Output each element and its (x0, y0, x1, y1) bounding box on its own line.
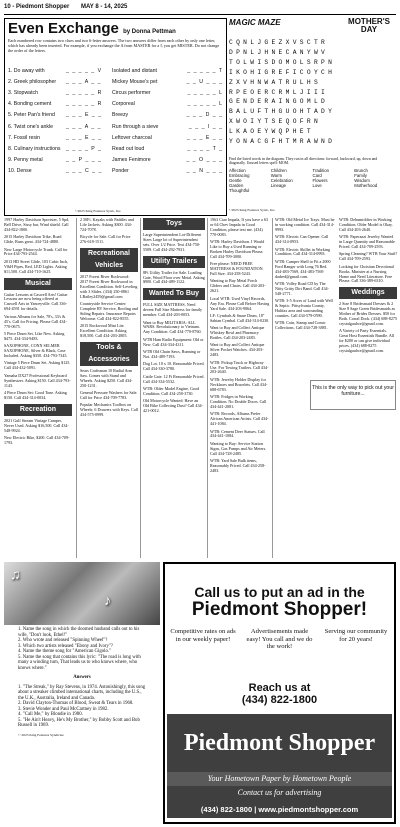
classified-ad: Old Motorcycle Wanted: Have an Old Bike Collecting Dust? Call 434-421-0012. (143, 398, 203, 414)
word-list-item: Card (312, 173, 322, 178)
classified-ad: WTB: Old Metal Ice Trays. Must be in working condition. Call 434-314-9993. (275, 217, 335, 232)
clue-right: James Fenimore (112, 157, 151, 164)
ad-benefits (169, 628, 390, 651)
classified-ad: WTB: Cement Deer Statues. Call 434-441-1084. (210, 428, 265, 439)
classified-ad: WTB: Older Model Engine, Good Condition. Call 434-250-3730. (143, 386, 200, 396)
classified-ad: Dog Lot. 10 x 10. Reasonable Priced. Call 434-330-3780. (143, 361, 205, 372)
section-heading-recreational-vehicles: Recreational Vehicles (80, 248, 138, 272)
classified-ad: 2015 Harley Davidson Trike, Road Glide, Runs great. 434-724-4880. (4, 234, 62, 245)
classified-ad: Countryside Service Center: Complete RV Service, Roofing and Siding Repairs. Insurance Repairs Welcome. Call 434-822-8555. (80, 301, 138, 321)
even-exchange-title: Even Exchange by Donna Pettman (8, 20, 176, 37)
trivia-question: 4. Name the theme song for "American Gigolo." (18, 649, 112, 654)
classified-ad: New Large Motorcycle Trunk. Call for Price 434-793-2544. (4, 246, 68, 257)
grid-row: CQNLJGEZXVSCTR (229, 39, 329, 46)
word-list-item: Motherhood (354, 183, 378, 188)
grid-row: ZXVHNWATRULHS (229, 78, 322, 86)
answer-blank-left: _ _ _ E _ _ (66, 134, 103, 141)
answer-blank-right: _ _ _ _ _ L (187, 89, 223, 96)
classified-ad: WTB: Yard Sale Bulk items, Reasonably Priced. Call 434-258-2483. (210, 458, 266, 473)
trivia-question: 1. Name the song in which the doomed husband calls out to his wife, "Don't look, Ethel!" (18, 627, 140, 638)
clue-left: 5. Peter Pan's friend (8, 112, 55, 119)
clue-left: 2. Greek philosopher (8, 78, 57, 85)
grid-row: IKOHIGREFICOYCH (229, 68, 336, 76)
clue-row (8, 99, 223, 110)
clue-row (8, 110, 223, 121)
answer-blank-left: _ _ _ _ _ R (66, 101, 103, 108)
word-list-item: Brunch (354, 168, 368, 173)
answer-blank-left: _ _ _ _ _ V (66, 67, 103, 74)
answer-blank-right: _ _ N _ _ _ (186, 168, 223, 175)
classified-ad: Guitar Lessons at Caswell Arts! Guitar Lessons are now being offered at Caswell Arts in Yanceyville. Call 336-694-4591 for details. (4, 291, 68, 312)
classified-ad: Local WTB: Used Vinyl Records, Any Era. Please Call Before Having Yard Sale. 434-203-9064. (210, 295, 270, 311)
clue-left: 10. Dense (8, 168, 32, 175)
classified-ad: Vintage 5 Piece Drum Set. Asking $125. Call 434-432-5091. (4, 360, 71, 371)
clue-right: Mickey Mouse's pet (112, 78, 158, 85)
trivia-header-image: ♫ ♪ (4, 562, 160, 625)
even-exchange-byline: by Donna Pettman (123, 29, 176, 35)
word-list-item: Gentle (229, 178, 242, 183)
column-divider (140, 218, 141, 558)
clue-row (8, 143, 223, 154)
trivia-answer: 5. "He Ain't Heavy, He's My Brother," by Bobby Scott and Bob Russell in 1969. (18, 717, 140, 728)
classified-ad: WTB: Electric Can Opener. Call 434-314-0953. (275, 234, 329, 245)
classified-ad: Wanting to Buy Metal Porch Gliders and Chairs. Call 434-203-2621. (210, 278, 266, 294)
classified-ad: WTB: 3-5 Acres of Land with Well & Septic. Pittsylvania County, Halifax area and surrounding counties. Call 434-579-0590. (275, 298, 333, 318)
clue-row (8, 132, 223, 143)
trivia-answer: 2. David Clayton-Thomas of Blood, Sweat & Tears in 1968. (18, 701, 134, 706)
trivia-answer: 1. "The Streak," by Ray Stevens, in 1974. Astonishingly, this song about a streaker climbed international charts, including the U.S., the U.K., Australia, Ireland and Canada. (18, 684, 146, 701)
clue-right: Isolated and distant (112, 67, 157, 74)
clue-right: Leftover charcoal (112, 134, 152, 141)
trivia-copyright: © 2025 King Features Syndicate (18, 732, 64, 737)
word-search-instructions: Find the listed words in the diagram. They run in all directions: forward, backward, up, down and diagonally. Unused letters spell: MOM. (229, 157, 378, 166)
classified-ad: WTB: Jewelry Holder Display for Necklaces and Bracelets. Call 434-688-6783. (210, 376, 268, 392)
clue-right: Run through a sieve (112, 123, 159, 130)
classified-column-2 (80, 218, 138, 421)
ad-banner (167, 714, 392, 818)
trivia-answers-heading: Answers (73, 675, 91, 680)
classified-ad: WTB: Coin, Stamp and Comic Collections. Call 434-728-3881. (275, 320, 328, 331)
clue-left: 4. Bonding cement (8, 101, 52, 108)
classified-ad: WTB Old Chain Saws, Running or Not. 434-489-7193. (143, 349, 201, 359)
classified-ad: New Electric Bike, $200. Call 434-709-1793. (4, 435, 70, 445)
word-search-grid (229, 38, 396, 147)
word-list-item: Children (270, 168, 287, 173)
classified-ad: Yamaha DX27 Professional Keyboard Synthesizer. Asking $150. Call 434-793-1143. (4, 372, 71, 388)
answer-blank-right: _ _ _ D _ _ (186, 112, 223, 119)
classified-ad: WTB: Records, Albums Prefer African American Artists. Call 434-441-1084. (210, 411, 269, 427)
word-list-item: Affection (229, 168, 246, 173)
clue-left: 3. Stopwatch (8, 89, 38, 96)
trivia-question: 5. Name the song that contains this lyric: "The road is long with many a winding turn, That leads us to who knows where, who knows where." (18, 654, 141, 671)
answer-blank-left: _ _ _ A _ _ (66, 78, 102, 85)
classified-ad: Want to Buy and Collect Antique Whiskey Bowl and Pharmacy Bottles. Call 434-203-2483. (210, 325, 265, 341)
clue-left: 9. Penny metal (8, 157, 43, 164)
word-search-copyright: ©2025 King Features Synd., Inc. (229, 208, 276, 212)
classified-ad: 5 Piece Drum Set, Like New. Asking $475. 434-334-9483. (4, 330, 65, 341)
classified-ad: A Variety of Party Essentials. Great Host Essentials Bundle. All for $200 or can give individual prices. (434) 688-8275 crystalgaulwe@gmail.com. (339, 328, 395, 354)
classified-ad: Free please: NEED FREE MATTRESS & FOUNDATION. Full Size. 434-258-5243. (210, 261, 264, 277)
section-heading-weddings: Weddings (339, 287, 397, 299)
grid-row: RPEOERCRMLJIII (229, 88, 329, 96)
word-search-word-list (229, 168, 396, 193)
word-list-item: Garden (229, 183, 244, 188)
classified-ad: Want to Buy and Collect Antique Silver Pocket Watches. 434-203-2483. (210, 342, 265, 358)
trivia-answer: 3. Stevie Wonder and Paul McCartney in 1982. (18, 706, 109, 712)
classified-ad: LF: Cymbals & Snare Drum, 18" Sabian Cymbal. Call 434-314-0230. (210, 312, 270, 323)
answer-blank-left: _ _ _ _ _ R (66, 89, 103, 96)
classified-ad: WTB: Fridges in Working Condition. No Double Doors. Call 434-441-2081. (210, 394, 267, 409)
ad-benefit-rates: Competitive rates on ads in our weekly paper! (170, 628, 236, 643)
classified-ad: WTB: Dehumidifier in Working Condition. Older Model is Okay. Call 434-203-2640. (339, 217, 393, 232)
answer-blank-right: _ _ U _ _ _ (186, 78, 223, 85)
trivia-questions (4, 625, 160, 673)
classified-ad: WTB: Pickup Truck or Highway Use. For Towing Trailers. Call 434-203-2640. (210, 359, 269, 375)
classified-ad: WTB: Paperazzi Jewelry Wanted in Large Quantity and Reasonable Priced. Call 434-709-2593. (339, 234, 395, 250)
classified-ad: 2015 Rockwood Mini Lite. Excellent Condition. Asking $18,500. Call 434-203-2805. (80, 323, 128, 338)
classified-column-1 (4, 218, 72, 448)
classified-ad: Sears Craftsman 10 Radial Arm Saw. Comes with Stand and Wheels. Asking $250. Call 434-250-1231. (80, 367, 133, 388)
ad-tagline: Your Hometown Paper by Hometown People (167, 772, 392, 786)
classified-ad: WTB: Volley Road CD by The Nitty Gritty Dirt Band. Call 434-548-2771. (275, 280, 329, 296)
page-number: 10 - Piedmont Shopper (4, 4, 70, 10)
section-heading-musical: Musical (4, 278, 72, 290)
clue-right: Corporeal (112, 101, 135, 108)
answer-blank-left: _ _ _ A _ _ (66, 123, 102, 130)
classified-ad: 8Ft Utility Trailer for Sale. Loading Gate, Wood Floor over Metal. Asking $900. Call 434-489-1122. (143, 269, 205, 285)
classified-ad: 2 50Ft. Kayaks with Paddles and Life Jackets. Asking $300. 434-724-7078. (80, 217, 134, 232)
grid-row: LKAOEYWQPHET (229, 128, 314, 136)
ad-benefit-community: Serving our community for 20 years! (324, 628, 388, 643)
clue-right: Ponder (112, 168, 129, 175)
trivia-question: 3. Which two artists released "Ebony and Ivory"? (18, 643, 113, 649)
word-list-item: Flowers (312, 178, 328, 183)
furniture-ad-note: This is the only way to pick out your furniture... (310, 380, 396, 410)
classified-ad: 2 Size 8 Bridesmaid Dresses & 2 Size 8 Sage Green Bridesmaids as Mother of Brides Dresses. $50 for Both. Corral Dock. (434) 688-8275 crystalgaulwe@gmail.com. (339, 301, 397, 326)
classified-ad: Want to Buy MILITARIA: ALL WARS. Revolutionary to Vietnam. Any Condition. Call 434-770-8760. (143, 319, 202, 335)
clue-right: Circus performer (112, 89, 151, 96)
answer-blank-right: _ _ _ _ T _ (187, 145, 223, 152)
classified-column-6 (339, 218, 397, 356)
trivia-answer: 4. "Call Me," by Blondie in 1980. (18, 712, 83, 717)
classified-ad: 2017 Forest River Rockwood: 2017 Forest River Rockwood in Excellent Condition. Self-Leveling with 3 Slides. (434) 250-0861 LBailey2459@gmail.com (80, 274, 138, 299)
classified-ad: Spring Cleaning? WTB Your Stuff! Call 434-709-2593. (339, 251, 397, 262)
even-exchange-puzzle (4, 18, 227, 216)
classified-ad: Popular Mechanics Toolbox on Wheels: 6 Drawers with Keys. Call 434-575-0999. (80, 402, 138, 418)
classified-ad: 4 Piece Drum Set: Good Tone. Asking $150. Call 434-314-0034. (4, 389, 67, 400)
classified-ad: Bicycle for Sale. Call for Price 276-618-1511. (80, 234, 131, 245)
classified-column-3 (143, 218, 205, 417)
classified-ad: WTB: Camper Shell to Fit a 2000 Ford Ranger with Long 76 Bed. 434-483-7569, 434-483-7569 dadred@gmail.com. (275, 258, 331, 279)
even-exchange-copyright: ©2025 King Features Synd., Inc. (75, 209, 122, 213)
answer-blank-left: _ _ _ _ P _ (66, 145, 102, 152)
music-trivia (4, 562, 160, 823)
clue-left: 1. Do away with (8, 67, 45, 74)
classified-ad: Wanting to Buy: Service Station Signs, Gas Pumps and Air Meters. Call 434-728-2485. (210, 440, 267, 456)
grid-row: YONACGFHTMRAWND (229, 138, 336, 146)
column-divider (207, 218, 208, 558)
word-list-item: Embracing (229, 173, 250, 178)
answer-blank-right: _ _ _ _ _ T (187, 67, 223, 74)
classified-ad: WTB Ham Radio Equipment: Old or New. Call 434-334-4311. (143, 336, 204, 347)
classified-ad: Large Superintendent Lot-Different Sizes Large lot of Superintendent sets. Over 1/2 Price. Text 434-750-5509. Call 434-292-7931. (143, 232, 202, 252)
classified-ad: SAXOPHONE, CONN SELMER SAXOPHONE, Silver & Black, Case Included. Asking $350. 434-793-7345. (4, 343, 68, 359)
section-heading-recreation: Recreation (4, 404, 72, 416)
word-list-item: Lineage (270, 183, 287, 188)
column-divider (272, 218, 273, 558)
classified-column-4 (210, 218, 270, 476)
word-list-item: Tradition (312, 168, 330, 173)
grid-row: DPNLJHNECANYWV (229, 48, 329, 56)
shopper-advertisement (163, 562, 396, 824)
column-divider (76, 218, 77, 558)
clue-row (8, 87, 223, 98)
word-list-item: Celebration (270, 178, 293, 183)
classified-ad: 2021 Gulf Stream Vintage Camper, Never Used. Asking $16,500. Call 434-548-9924. (4, 417, 69, 433)
classified-ad: General Pressure Washers for Sale. Call for Price 434-709-7783. (80, 390, 138, 400)
clue-left: 7. Fossil resin (8, 134, 40, 141)
ad-publication-name: Piedmont Shopper! (191, 599, 368, 620)
ad-phone: (434) 822-1800 (241, 694, 318, 706)
classified-ad: Various Albums for Sale, 78's, 33's & 45's. Call for Pricing. Please Call 434-770-0675. (4, 313, 67, 329)
clue-left: 8. Culinary instructions (8, 145, 61, 152)
answer-blank-left: _ _ _ E _ _ (66, 112, 103, 119)
classified-ad: WTB: Electric Skillet in Working Condition. Call 434-314-0993. (275, 246, 331, 257)
clue-right: Read out loud (112, 145, 145, 152)
classified-ad: Looking for Christian Devotional Books. Minister at a Nursing Home and Need Literature. Free Please. Call 336-389-6310. (339, 263, 394, 284)
classified-ad: Cattle Gate. 12 Ft Reasonable Priced. Call 434-334-5532. (143, 373, 205, 384)
section-heading-wanted-to-buy: Wanted To Buy (143, 288, 205, 300)
word-list-item: Warm (270, 173, 283, 178)
grid-row: BALUFTHGUOHTADY (229, 108, 336, 116)
answer-blank-right: _ _ _ _ _ L (187, 101, 223, 108)
clue-row (8, 155, 223, 166)
answer-blank-right: _ _ _ E _ _ (186, 134, 223, 141)
word-search-puzzle (229, 18, 396, 214)
answer-blank-right: _ _ O _ _ _ (186, 157, 223, 164)
section-heading-utility-trailers: Utility Trailers (143, 256, 205, 268)
grid-row: XWOIYTSEQOFRN (229, 118, 322, 126)
piedmont-shopper-logo: Piedmont Shopper (183, 730, 376, 756)
classified-ad: FULL SIZE MATTRESS, Need decent Full Size Mattress for family member. Call 434-203-0053. (143, 302, 203, 318)
classified-ad: 1997 Harley Davidson Sportster, 5 Spd, Bell Drive, Sissy bar, Wind shield. Call 434-822-1800. (4, 217, 70, 232)
grid-row: GENDERAINGOMLD (229, 98, 329, 106)
ad-headline: Call us to put an ad in the (194, 584, 365, 600)
grid-row: TOLWISDOMOLSRPN (229, 58, 336, 66)
word-list-item: Thoughtful (229, 188, 250, 193)
page-header (4, 4, 396, 15)
answer-blank-left: _ _ P _ _ _ (66, 157, 102, 164)
word-list-item: Wisdom (354, 178, 370, 183)
clue-row (8, 121, 223, 132)
classified-ad: WTB: Harley Davidson. I Would Like to Buy a Used Running or Broken Harley Davidson Please. Call 434-709-3000. (210, 239, 265, 259)
word-list-item: Love (312, 183, 322, 188)
ad-contact-info: (434) 822-1800 | www.piedmontshopper.com (200, 805, 359, 814)
word-list-item: Family (354, 173, 367, 178)
answer-blank-right: _ _ _ I _ _ (188, 123, 223, 130)
classified-ad: 2013 HD Street Glide, 103 Cubic Inch, V&H Pipes, Red, LED Lights. Asking $11,500. Call 434-710-1625. (4, 258, 69, 274)
issue-dates: MAY 8 - 14, 2025 (81, 4, 128, 10)
answer-blank-left: _ _ _ C _ _ (66, 168, 103, 175)
clue-row (8, 65, 223, 76)
trivia-question: 2. Who wrote and released "Spinning Wheel"? (18, 638, 108, 643)
trivia-answers (4, 683, 160, 731)
word-search-theme: MOTHER'S DAY (348, 17, 390, 34)
section-heading-tools: Tools & Accessories (80, 342, 138, 366)
ad-benefit-easy: Advertisements made easy! You call and we do the work! (246, 628, 313, 651)
word-search-title: MAGIC MAZE (229, 18, 281, 27)
clue-row (8, 166, 223, 177)
even-exchange-instructions: Each numbered row contains two clues and two 6-letter answers. The two answers differ from each other by only one letter, which has already been inserted. For example, if you exchange the A from MASTER for a I, you get MISTER. Do not change the order of the letters. (8, 38, 220, 53)
section-heading-toys: Toys (143, 218, 205, 230)
ad-reach-us: Reach us at (434) 822-1800 (165, 682, 394, 706)
clue-row (8, 76, 223, 87)
classified-ad: 1963 Ciao Impala, If you have a 63 or 64 Chev Impala in Good Condition, please text me. (434) 770-0083. (210, 217, 268, 237)
clue-left: 6. Twist one's ankle (8, 123, 54, 130)
ad-contact-prompt: Contact us for advertising (237, 788, 322, 797)
even-exchange-clue-list (8, 65, 223, 177)
classified-column-5 (275, 218, 335, 334)
clue-right: Breezy (112, 112, 129, 119)
